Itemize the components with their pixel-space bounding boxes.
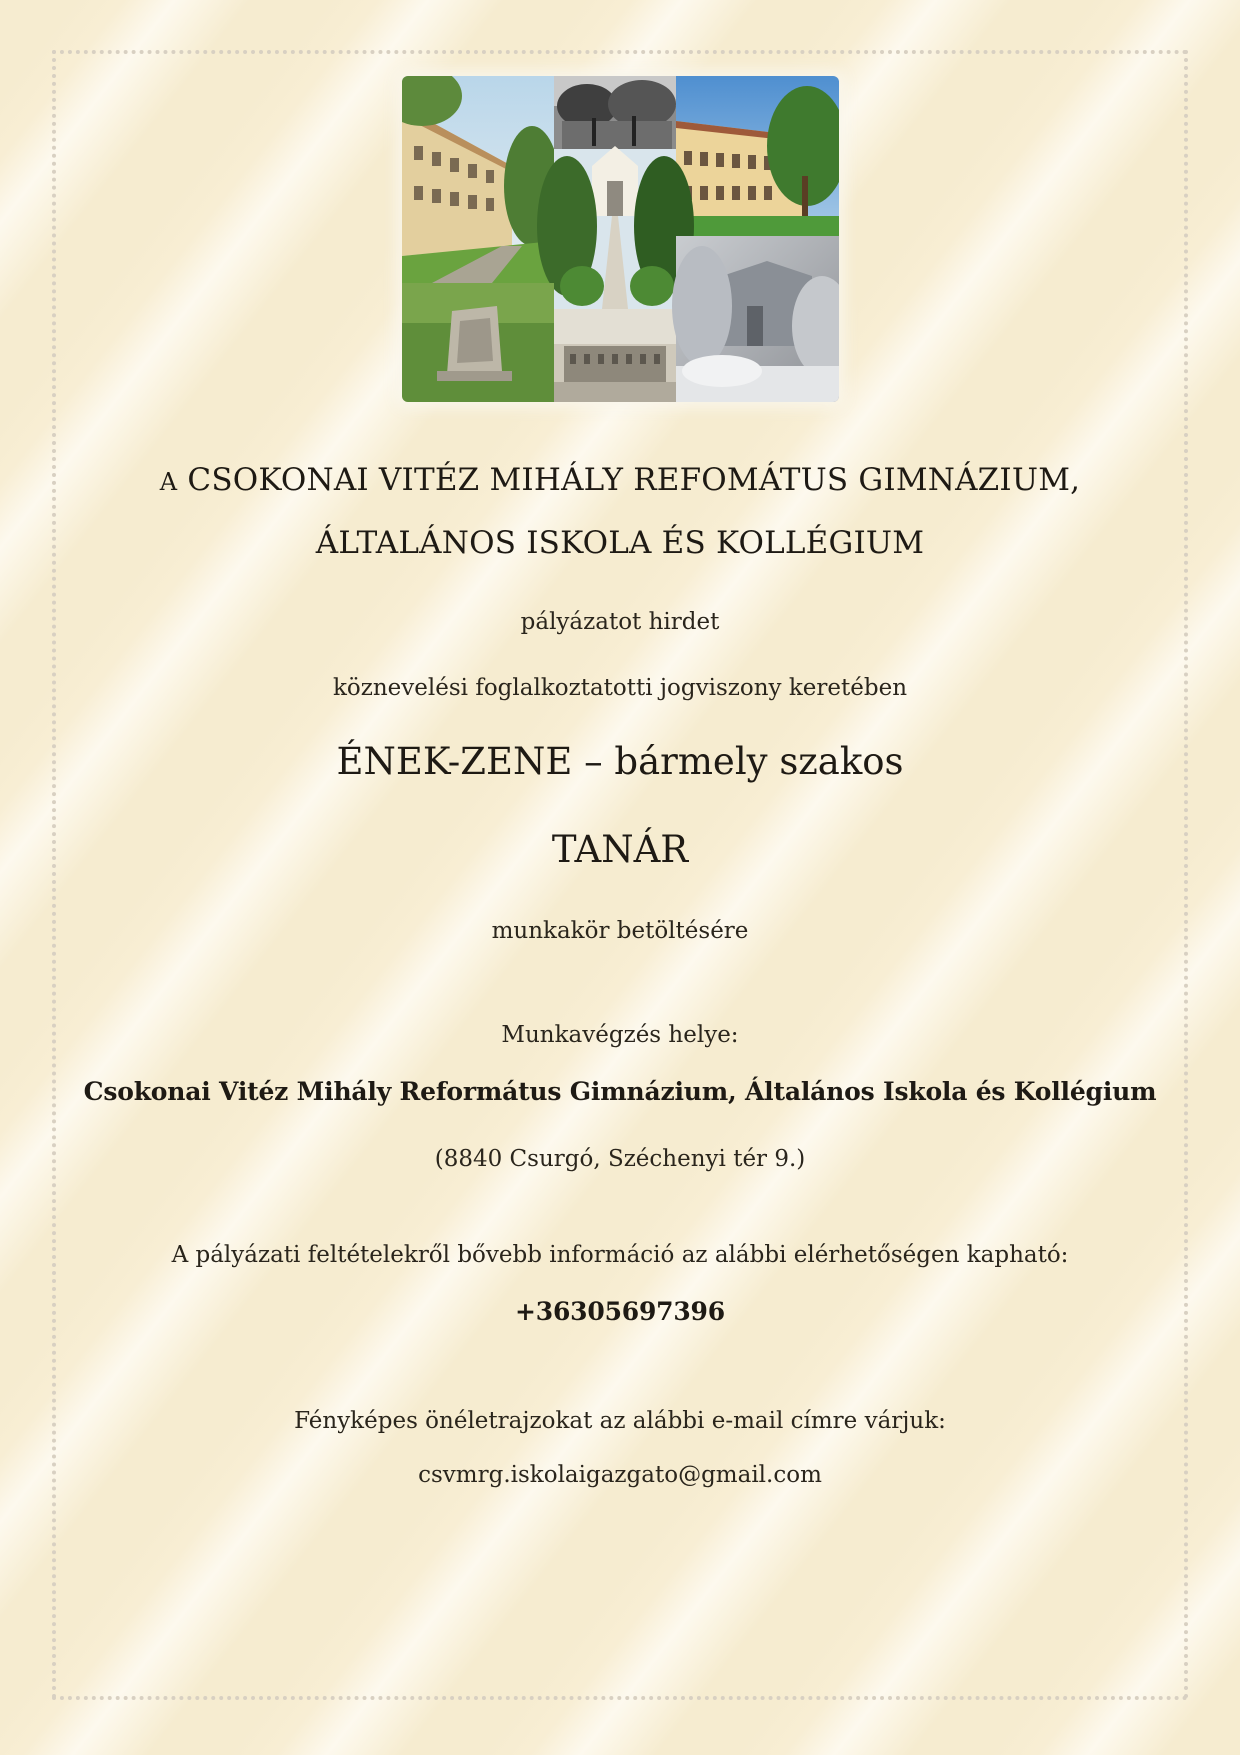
school-name-line2: ÁLTALÁNOS ISKOLA ÉS KOLLÉGIUM: [315, 525, 925, 561]
photo-old-building: [554, 309, 676, 402]
contact-email: csvmrg.iskolaigazgato@gmail.com: [418, 1462, 822, 1488]
school-name-line1: [60, 462, 1180, 498]
title-text-line1: CSOKONAI VITÉZ MIHÁLY REFOMÁTUS GIMNÁZIUM,: [187, 462, 1081, 498]
photo-winter-scene: [672, 236, 839, 402]
photo-memorial-stone: [402, 283, 554, 402]
employment-type: köznevelési foglalkoztatotti jogviszony keretében: [332, 675, 908, 701]
photo-building-right: [676, 76, 839, 236]
workplace-address: (8840 Csurgó, Széchenyi tér 9.): [434, 1146, 806, 1172]
workplace-name: Csokonai Vitéz Mihály Református Gimnázium, Általános Iskola és Kollégium: [83, 1077, 1157, 1106]
photo-bw-forest: [554, 76, 676, 149]
position-purpose: munkakör betöltésére: [491, 918, 749, 944]
position-title-line1: ÉNEK-ZENE – bármely szakos: [336, 740, 904, 783]
position-title-line2: TANÁR: [551, 828, 689, 871]
email-label: Fényképes önéletrajzokat az alábbi e-mail címre várjuk:: [294, 1408, 946, 1434]
title-prefix: A: [159, 468, 178, 496]
photo-center-path: [537, 146, 694, 309]
photo-building-left: [402, 76, 560, 283]
school-photo-collage: [402, 76, 839, 402]
workplace-label: Munkavégzés helye:: [501, 1022, 739, 1048]
contact-phone: +36305697396: [515, 1297, 725, 1326]
info-label: A pályázati feltételekről bővebb információ az alábbi elérhetőségen kapható:: [171, 1242, 1069, 1268]
announcement-intro: pályázatot hirdet: [520, 609, 720, 635]
